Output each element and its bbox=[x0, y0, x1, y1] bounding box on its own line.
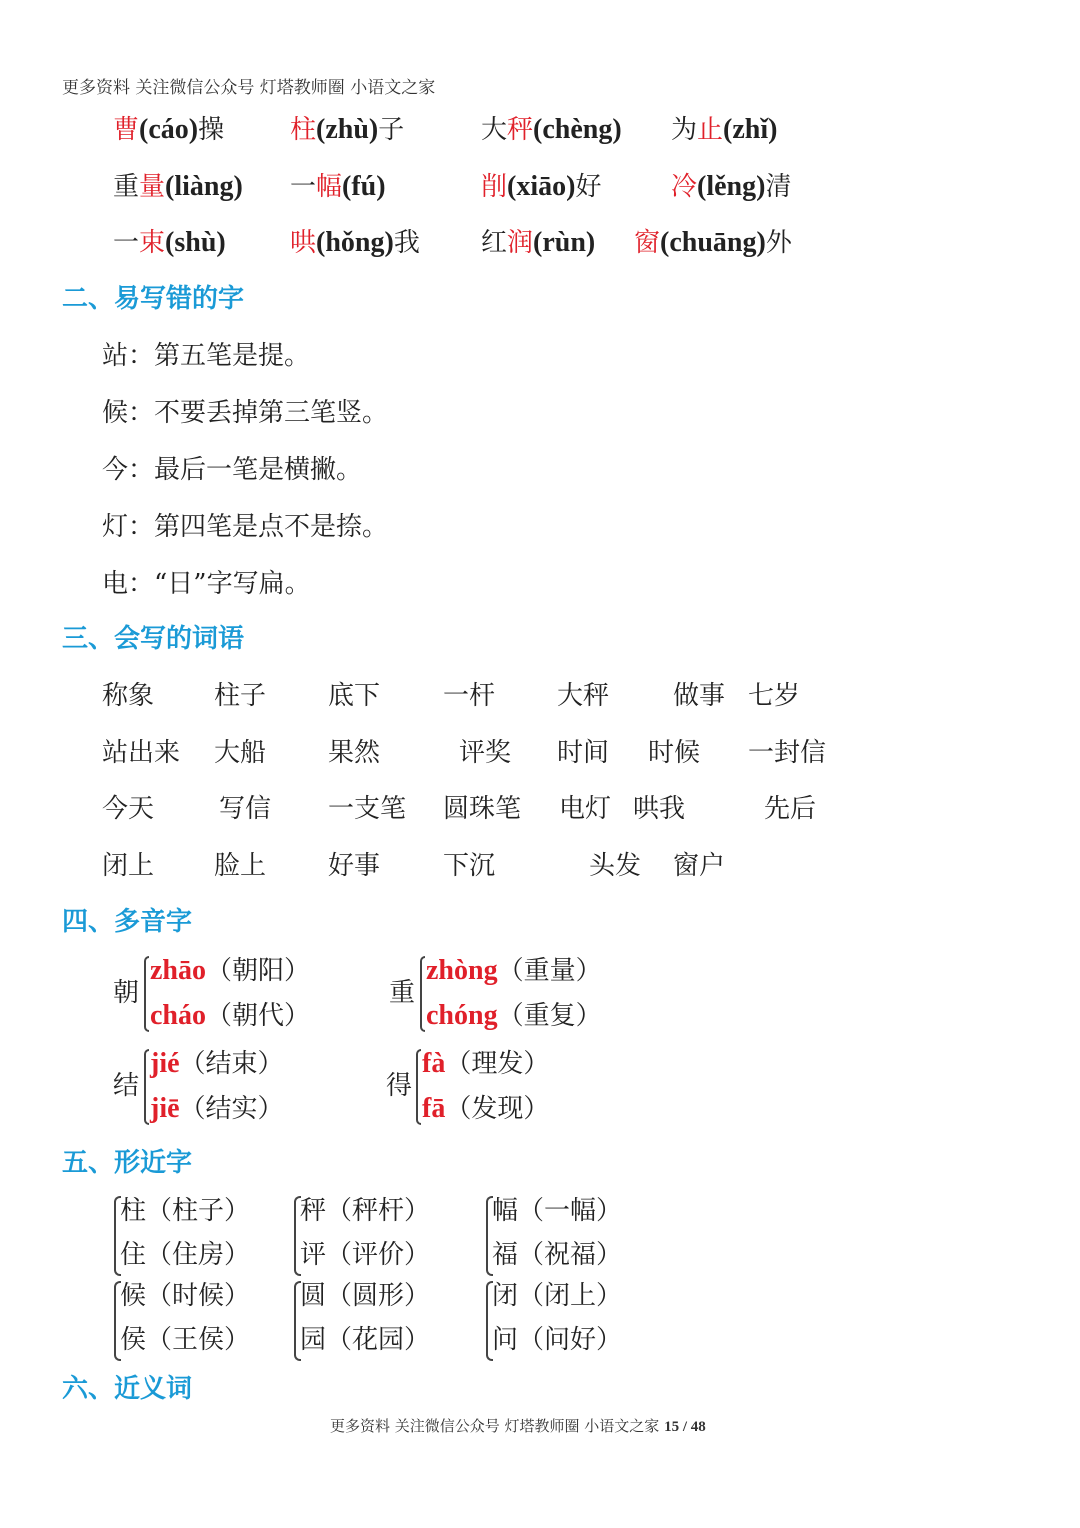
similar-char: 候（时候） bbox=[120, 1281, 251, 1311]
similar-char: 圆（圆形） bbox=[300, 1281, 431, 1311]
word-item: 做事 bbox=[673, 681, 726, 711]
hanzi: 一 bbox=[113, 228, 140, 258]
polyphone-char: 得 bbox=[386, 1071, 413, 1101]
similar-char: 侯（王侯） bbox=[120, 1325, 251, 1355]
reading-word: （理发） bbox=[445, 1049, 550, 1079]
word-item: 一支笔 bbox=[328, 794, 407, 824]
pinyin-word bbox=[671, 173, 791, 201]
pinyin-word bbox=[113, 229, 226, 257]
pinyin: (shù) bbox=[165, 227, 226, 258]
error-note: 候：不要丢掉第三笔竖。 bbox=[102, 398, 389, 428]
similar-char: 秤（秤杆） bbox=[300, 1196, 431, 1226]
pinyin-word bbox=[113, 116, 224, 144]
pinyin-word bbox=[634, 229, 792, 257]
reading-word: （结实） bbox=[179, 1094, 284, 1124]
pinyin-word bbox=[290, 229, 420, 257]
word-item: 时候 bbox=[648, 737, 701, 768]
section-title-polyphones: 四、多音字 bbox=[62, 907, 193, 937]
word-item: 下沉 bbox=[443, 850, 496, 881]
word-item: 称象 bbox=[102, 681, 155, 711]
pinyin-word bbox=[113, 173, 243, 201]
hanzi: 一 bbox=[290, 172, 317, 202]
word-item: 脸上 bbox=[214, 850, 267, 881]
hanzi: 量 bbox=[139, 172, 166, 202]
similar-char: 园（花园） bbox=[300, 1325, 431, 1355]
similar-char: 评（评价） bbox=[300, 1240, 431, 1270]
polyphone-reading bbox=[150, 957, 310, 985]
word-item: 哄我 bbox=[633, 794, 686, 824]
reading-word: （发现） bbox=[445, 1094, 550, 1124]
pinyin: (liàng) bbox=[165, 171, 243, 202]
word-item: 底下 bbox=[328, 681, 381, 711]
pinyin: (zhù) bbox=[316, 114, 379, 145]
word-item: 七岁 bbox=[748, 681, 801, 711]
word-item: 一杆 bbox=[443, 681, 496, 711]
hanzi: 柱 bbox=[290, 115, 317, 145]
hanzi: 大 bbox=[481, 115, 508, 145]
hanzi: 秤 bbox=[507, 115, 534, 145]
polyphone-reading bbox=[150, 1050, 284, 1078]
hanzi: 好 bbox=[575, 172, 602, 202]
reading-word: （重量） bbox=[497, 956, 602, 986]
word-item: 电灯 bbox=[559, 794, 612, 824]
word-item: 今天 bbox=[102, 794, 155, 824]
similar-char: 幅（一幅） bbox=[492, 1196, 623, 1226]
polyphone-reading bbox=[422, 1095, 549, 1123]
hanzi: 束 bbox=[139, 228, 166, 258]
error-note: 灯：第四笔是点不是捺。 bbox=[102, 512, 389, 542]
hanzi: 清 bbox=[765, 172, 792, 202]
similar-char: 福（祝福） bbox=[492, 1240, 623, 1270]
section-title-easy-errors: 二、易写错的字 bbox=[62, 284, 245, 314]
reading-pinyin: jiē bbox=[150, 1093, 180, 1124]
footer-text: 更多资料 关注微信公众号 灯塔教师圈 小语文之家 bbox=[330, 1417, 660, 1435]
similar-char: 柱（柱子） bbox=[120, 1196, 251, 1226]
reading-pinyin: chóng bbox=[426, 1000, 498, 1031]
word-item: 评奖 bbox=[459, 737, 512, 768]
word-item: 时间 bbox=[557, 737, 610, 768]
pinyin-word bbox=[290, 173, 386, 201]
reading-word: （朝代） bbox=[206, 1001, 311, 1031]
footer bbox=[330, 1419, 706, 1435]
header-text: 更多资料 关注微信公众号 灯塔教师圈 小语文之家 bbox=[62, 78, 436, 98]
error-note: 今：最后一笔是横撇。 bbox=[102, 455, 363, 485]
pinyin: (chèng) bbox=[533, 114, 622, 145]
hanzi: 削 bbox=[481, 172, 508, 202]
hanzi: 操 bbox=[198, 115, 225, 145]
polyphone-char: 结 bbox=[113, 1071, 140, 1101]
similar-char: 闭（闭上） bbox=[492, 1281, 623, 1311]
hanzi: 我 bbox=[393, 228, 420, 258]
hanzi: 哄 bbox=[290, 228, 317, 258]
polyphone-reading bbox=[422, 1050, 549, 1078]
reading-pinyin: zhāo bbox=[150, 955, 206, 986]
word-item: 果然 bbox=[328, 737, 381, 768]
hanzi: 窗 bbox=[634, 228, 661, 258]
reading-pinyin: fā bbox=[422, 1093, 446, 1124]
pinyin: (xiāo) bbox=[507, 171, 576, 202]
polyphone-reading bbox=[150, 1002, 310, 1030]
reading-word: （朝阳） bbox=[206, 956, 311, 986]
pinyin-word bbox=[481, 173, 601, 201]
reading-pinyin: cháo bbox=[150, 1000, 206, 1031]
polyphone-char: 朝 bbox=[113, 978, 140, 1008]
reading-word: （结束） bbox=[179, 1049, 284, 1079]
section-title-synonyms: 六、近义词 bbox=[62, 1374, 193, 1404]
pinyin: (hǒng) bbox=[316, 227, 394, 258]
polyphone-reading bbox=[426, 1002, 602, 1030]
pinyin: (fú) bbox=[342, 171, 386, 202]
word-item: 写信 bbox=[219, 794, 272, 824]
word-item: 大秤 bbox=[557, 681, 610, 711]
reading-pinyin: fà bbox=[422, 1048, 446, 1079]
hanzi: 幅 bbox=[316, 172, 343, 202]
polyphone-reading bbox=[426, 957, 602, 985]
word-item: 窗户 bbox=[673, 850, 726, 881]
page-number: 15 / 48 bbox=[664, 1419, 706, 1435]
reading-pinyin: zhòng bbox=[426, 955, 498, 986]
similar-char: 住（住房） bbox=[120, 1240, 251, 1270]
word-item: 头发 bbox=[589, 850, 642, 881]
hanzi: 为 bbox=[671, 115, 698, 145]
section-title-write-words: 三、会写的词语 bbox=[62, 624, 245, 654]
reading-pinyin: jié bbox=[150, 1048, 180, 1079]
hanzi: 子 bbox=[378, 115, 405, 145]
pinyin: (lěng) bbox=[697, 171, 766, 202]
section-title-similar-chars: 五、形近字 bbox=[62, 1148, 193, 1178]
similar-char: 问（问好） bbox=[492, 1325, 623, 1355]
word-item: 好事 bbox=[328, 850, 381, 881]
hanzi: 冷 bbox=[671, 172, 698, 202]
hanzi: 外 bbox=[765, 228, 792, 258]
hanzi: 止 bbox=[697, 115, 724, 145]
hanzi: 红 bbox=[481, 228, 508, 258]
word-item: 大船 bbox=[214, 737, 267, 768]
pinyin: (zhǐ) bbox=[723, 114, 778, 145]
word-item: 柱子 bbox=[214, 681, 267, 711]
polyphone-reading bbox=[150, 1095, 284, 1123]
error-note: 电：“日”字写扁。 bbox=[102, 569, 311, 599]
hanzi: 润 bbox=[507, 228, 534, 258]
polyphone-char: 重 bbox=[389, 978, 416, 1008]
pinyin: (rùn) bbox=[533, 227, 596, 258]
pinyin-word bbox=[481, 116, 622, 144]
pinyin-word bbox=[671, 116, 777, 144]
pinyin: (cáo) bbox=[139, 114, 199, 145]
word-item: 圆珠笔 bbox=[443, 794, 522, 824]
word-item: 一封信 bbox=[748, 737, 827, 768]
reading-word: （重复） bbox=[497, 1001, 602, 1031]
pinyin-word bbox=[481, 229, 595, 257]
pinyin: (chuāng) bbox=[660, 227, 766, 258]
error-note: 站：第五笔是提。 bbox=[102, 341, 311, 371]
word-item: 闭上 bbox=[102, 850, 155, 881]
hanzi: 重 bbox=[113, 172, 140, 202]
word-item: 站出来 bbox=[102, 737, 181, 768]
word-item: 先后 bbox=[764, 794, 817, 824]
pinyin-word bbox=[290, 116, 404, 144]
hanzi: 曹 bbox=[113, 115, 140, 145]
